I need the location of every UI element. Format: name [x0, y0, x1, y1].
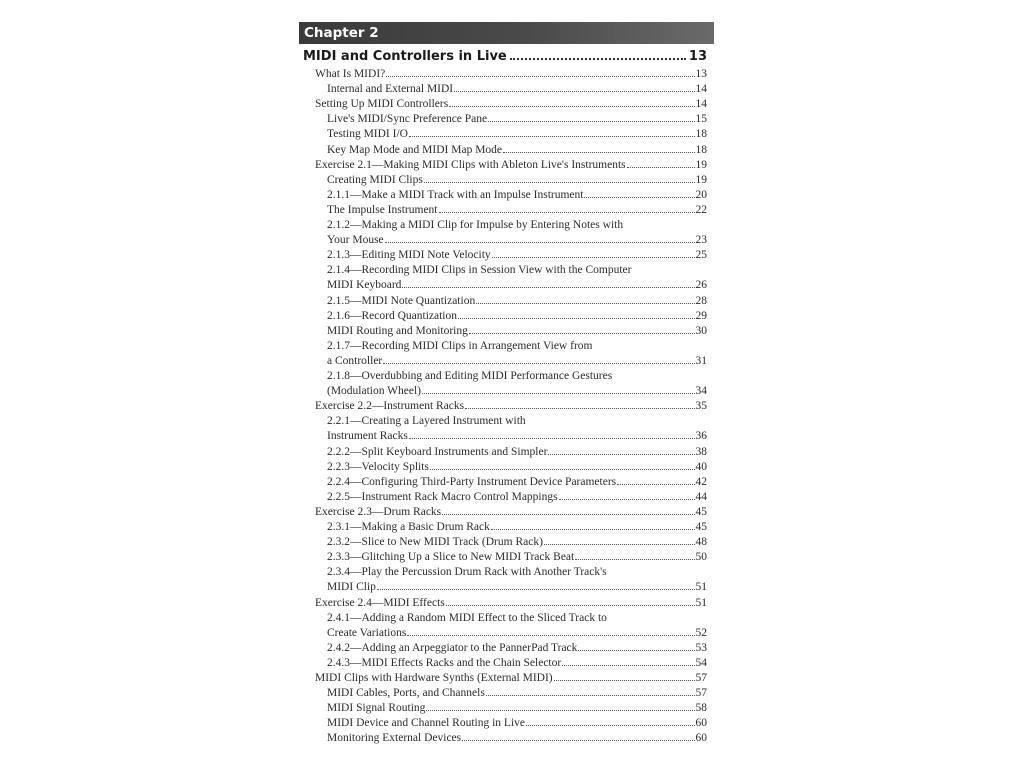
toc-entry-page: 53 [695, 641, 707, 654]
leader-dots [575, 559, 694, 560]
toc-entry-page: 22 [695, 203, 707, 216]
toc-entry-page: 13 [695, 68, 707, 80]
toc-entry-title: 2.4.2—Adding an Arpeggiator to the PannerPad Track [327, 641, 578, 654]
toc-entry [327, 460, 707, 475]
toc-entry-title: 2.1.5—MIDI Note Quantization [327, 294, 476, 307]
leader-dots [559, 499, 695, 500]
toc-entry-page: 50 [695, 551, 707, 564]
leader-dots [422, 393, 695, 394]
toc-entry-page: 14 [695, 98, 707, 111]
toc-entry-page: 44 [695, 490, 707, 503]
toc-entry-title: 2.3.2—Slice to New MIDI Track (Drum Rack) [327, 536, 543, 549]
toc-entry-page: 29 [695, 309, 707, 322]
toc-entry [327, 309, 707, 324]
toc-entry [327, 641, 707, 656]
toc-entry-title: 2.2.5—Instrument Rack Macro Control Mappings [327, 490, 558, 503]
toc-entry-title: MIDI Device and Channel Routing in Live [327, 717, 526, 730]
toc-entry-page: 57 [695, 687, 707, 700]
toc-entry [327, 686, 707, 701]
toc-entry [315, 596, 707, 611]
toc-entry [327, 429, 707, 444]
toc-entry [327, 475, 707, 490]
toc-entry-title: 2.1.4—Recording MIDI Clips in Session View with the Computer [327, 264, 632, 277]
toc-entry-title: 2.4.1—Adding a Random MIDI Effect to the Sliced Track to [327, 611, 607, 624]
toc-entry-page: 51 [695, 581, 707, 594]
leader-dots [407, 635, 694, 636]
leader-dots [386, 76, 694, 77]
toc-entry-page: 58 [695, 702, 707, 715]
leader-dots [562, 665, 694, 666]
leader-dots [409, 136, 695, 137]
toc-entry [327, 218, 707, 233]
toc-entry-title: Setting Up MIDI Controllers [315, 98, 449, 111]
toc-entry-page: 14 [695, 83, 707, 96]
toc-entry [327, 535, 707, 550]
toc-entry-page: 31 [695, 354, 707, 367]
leader-dots [439, 212, 695, 213]
leader-dots [617, 484, 694, 485]
toc-entry [327, 294, 707, 309]
toc-entry [327, 520, 707, 535]
leader-dots [584, 197, 694, 198]
toc-entry-title: MIDI Cables, Ports, and Channels [327, 687, 485, 700]
toc-entry-page: 19 [695, 158, 707, 171]
toc-entry-page: 60 [695, 732, 707, 745]
leader-dots [554, 680, 695, 681]
leader-dots [544, 544, 695, 545]
toc-entry [327, 550, 707, 565]
toc-entry-title: 2.1.2—Making a MIDI Clip for Impulse by Entering Notes with [327, 219, 624, 231]
toc-entry-title: MIDI Keyboard [327, 279, 402, 292]
toc-entry-title: Exercise 2.4—MIDI Effects [315, 596, 445, 609]
toc-entry-title: MIDI Clips with Hardware Synths (External MIDI) [315, 672, 553, 684]
toc-entry-title: 2.2.2—Split Keyboard Instruments and Simpler [327, 445, 548, 458]
leader-dots [377, 589, 695, 590]
toc-entry-page: 18 [695, 128, 707, 141]
toc-entry-page: 42 [695, 475, 707, 488]
toc-entry-title: Live's MIDI/Sync Preference Pane [327, 113, 488, 126]
leader-dots [458, 318, 695, 319]
toc-entry-title: (Modulation Wheel) [327, 385, 421, 398]
toc-entry-title: 2.3.1—Making a Basic Drum Rack [327, 521, 490, 533]
toc-entry-title: Exercise 2.3—Drum Racks [315, 505, 442, 518]
toc-entry-page: 57 [695, 672, 707, 684]
toc-entry-title: 2.1.3—Editing MIDI Note Velocity [327, 249, 491, 262]
toc-entry-page: 40 [695, 460, 707, 473]
toc-entry-page: 51 [695, 596, 707, 609]
leader-dots [409, 438, 695, 439]
toc-entry [327, 354, 707, 369]
toc-entry-title: 2.4.3—MIDI Effects Racks and the Chain Selector [327, 656, 562, 669]
toc-entry [327, 112, 707, 127]
toc-entry [327, 490, 707, 505]
toc-entry-page: 36 [695, 430, 707, 443]
chapter-heading-page: 13 [688, 49, 707, 64]
leader-dots [442, 514, 694, 515]
toc-entry-page: 30 [695, 324, 707, 337]
toc-entry [327, 716, 707, 731]
leader-dots [446, 605, 695, 606]
toc-entry-title: MIDI Routing and Monitoring [327, 324, 468, 337]
toc-entry [327, 324, 707, 339]
toc-entry-title: MIDI Clip [327, 581, 376, 594]
toc-entry-title: 2.2.1—Creating a Layered Instrument with [327, 415, 526, 428]
leader-dots [449, 106, 694, 107]
toc-entry-title: 2.1.1—Make a MIDI Track with an Impulse Instrument [327, 188, 584, 201]
toc-entry-page: 60 [695, 717, 707, 730]
toc-entry-page: 48 [695, 536, 707, 549]
toc-entry [327, 173, 707, 188]
toc-entry-title: Internal and External MIDI [327, 83, 454, 96]
toc-entry-title: a Controller [327, 354, 383, 367]
toc-entry-page: 18 [695, 143, 707, 156]
toc-entry [327, 445, 707, 460]
toc-entry [327, 339, 707, 354]
toc-entry-title: Instrument Racks [327, 430, 408, 443]
leader-dots [426, 710, 694, 711]
toc-entry [315, 671, 707, 686]
toc-entry [327, 611, 707, 626]
toc-entry [327, 278, 707, 293]
toc-entry-title: MIDI Signal Routing [327, 702, 426, 715]
toc-entry [327, 263, 707, 278]
leader-dots [383, 363, 694, 364]
toc-entry-page: 25 [695, 249, 707, 262]
toc-entry-title: 2.3.3—Glitching Up a Slice to New MIDI Track Beat [327, 551, 575, 564]
toc-entry-page: 19 [695, 173, 707, 186]
toc-entry [327, 82, 707, 97]
toc-entry [327, 384, 707, 399]
toc-entry [327, 203, 707, 218]
toc-entry-page: 52 [695, 626, 707, 639]
toc-entry [327, 701, 707, 716]
toc-entry-title: Exercise 2.2—Instrument Racks [315, 400, 465, 413]
leader-dots [486, 695, 695, 696]
toc-entry [315, 505, 707, 520]
toc-entry-title: 2.1.8—Overdubbing and Editing MIDI Performance Gestures [327, 370, 613, 382]
toc-entry-title: Your Mouse [327, 234, 384, 247]
toc-entry-title: Create Variations [327, 626, 407, 639]
toc-entry [327, 248, 707, 263]
toc-entry-page: 28 [695, 294, 707, 307]
toc-entry [327, 414, 707, 429]
leader-dots [454, 91, 694, 92]
leader-dots [430, 469, 695, 470]
leader-dots [465, 408, 694, 409]
toc-entry [327, 233, 707, 248]
toc-entry [327, 565, 707, 580]
toc-entry-title: The Impulse Instrument [327, 203, 438, 216]
toc-entry [327, 656, 707, 671]
toc-entry-page: 45 [695, 505, 707, 518]
chapter-heading-title: MIDI and Controllers in Live [303, 49, 507, 64]
leader-dots [469, 333, 695, 334]
leader-dots [424, 182, 695, 183]
toc-entry-page: 20 [695, 188, 707, 201]
toc-entry [315, 97, 707, 112]
toc-entry-page: 26 [695, 279, 707, 292]
toc-entry [327, 626, 707, 641]
toc-entry-page: 15 [695, 113, 707, 126]
leader-dots [526, 725, 694, 726]
leader-dots [491, 529, 695, 530]
toc-entry-title: Testing MIDI I/O [327, 128, 408, 141]
leader-dots [548, 454, 694, 455]
toc-entry-page: 35 [695, 400, 707, 413]
toc-entry-title: Creating MIDI Clips [327, 173, 423, 186]
leader-dots [385, 242, 695, 243]
toc-entry-title: Monitoring External Devices [327, 732, 462, 745]
toc-entry-page: 23 [695, 234, 707, 247]
toc-entry-page: 45 [695, 521, 707, 533]
toc-entry [327, 188, 707, 203]
toc-entry [327, 143, 707, 158]
toc-entry [315, 67, 707, 82]
leader-dots [578, 650, 694, 651]
toc-entry-title: 2.1.7—Recording MIDI Clips in Arrangement View from [327, 339, 593, 352]
toc-entry [327, 731, 707, 746]
leader-dots [488, 121, 694, 122]
toc-entry-page: 54 [695, 656, 707, 669]
toc-entry [315, 399, 707, 414]
leader-dots [627, 167, 695, 168]
toc-entry [327, 127, 707, 142]
toc-entry-title: 2.1.6—Record Quantization [327, 309, 457, 322]
leader-dots [462, 740, 694, 741]
toc-entry-title: What Is MIDI? [315, 68, 386, 80]
leader-dots [492, 257, 695, 258]
leader-dots [476, 303, 694, 304]
leader-dots [503, 152, 694, 153]
leader-dots [402, 287, 694, 288]
toc-entry-title: Key Map Mode and MIDI Map Mode [327, 143, 503, 156]
toc-entry-title: 2.3.4—Play the Percussion Drum Rack with Another Track's [327, 566, 607, 579]
chapter-label: Chapter 2 [304, 25, 379, 41]
toc-entry [327, 369, 707, 384]
toc-entry-page: 38 [695, 445, 707, 458]
toc-entry-title: 2.2.3—Velocity Splits [327, 460, 429, 473]
toc-entry [315, 158, 707, 173]
toc-entry-page: 34 [695, 385, 707, 398]
toc-entry [327, 580, 707, 595]
toc-entry-title: 2.2.4—Configuring Third-Party Instrument Device Parameters [327, 475, 617, 488]
toc-entry-title: Exercise 2.1—Making MIDI Clips with Ableton Live's Instruments [315, 158, 626, 171]
